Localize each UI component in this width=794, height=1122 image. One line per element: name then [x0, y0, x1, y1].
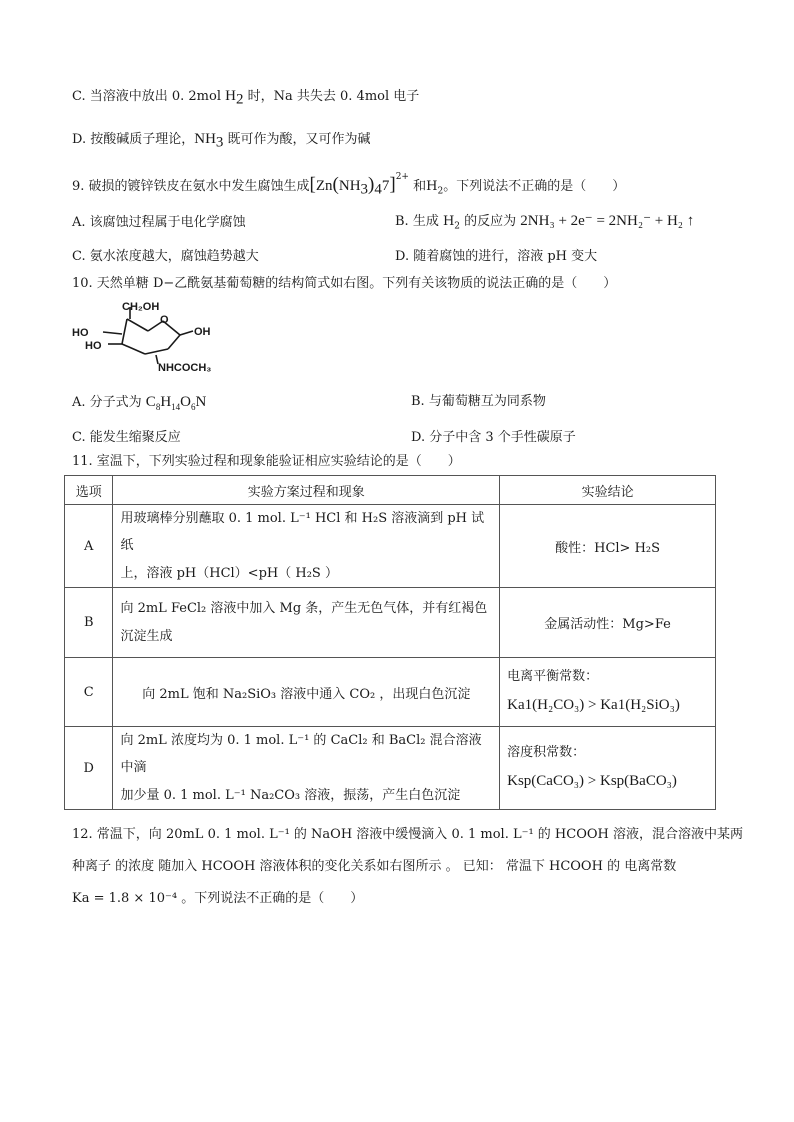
mol-ring-oxygen-label: O — [160, 314, 169, 326]
row-procedure: 向 2mL 浓度均为 0. 1 mol. L⁻¹ 的 CaCl₂ 和 BaCl₂ 混合溶液中滴 加少量 0. 1 mol. L⁻¹ Na₂CO₃ 溶液，振荡，产生白色沉淀 — [113, 727, 500, 810]
row-conclusion: 酸性：HCl> H₂S — [500, 505, 716, 588]
q11-stem: 11. 室温下，下列实验过程和现象能验证相应实验结论的是（ ） — [72, 454, 461, 469]
header-conclusion: 实验结论 — [500, 476, 716, 505]
row-procedure: 向 2mL 饱和 Na₂SiO₃ 溶液中通入 CO₂ ，出现白色沉淀 — [113, 658, 500, 727]
table-row — [65, 727, 716, 810]
row-option-label: B — [65, 588, 113, 658]
n-acetylglucosamine-structure — [70, 299, 225, 374]
row-conclusion: 金属活动性：Mg>Fe — [500, 588, 716, 658]
mol-ch2oh-label: CH₂OH — [122, 301, 160, 313]
mol-ho-top-label: HO — [72, 327, 89, 339]
q12-line-3: Ka = 1.8 × 10⁻⁴ 。下列说法不正确的是（ ） — [72, 891, 364, 906]
q10-option-b: B. 与葡萄糖互为同系物 — [411, 394, 546, 409]
row-conclusion: 溶度积常数： Ksp(CaCO₃) > Ksp(BaCO₃) — [500, 727, 716, 810]
q10-stem: 10. 天然单糖 D−乙酰氨基葡萄糖的结构简式如右图。下列有关该物质的说法正确的是（ ） — [72, 276, 617, 291]
header-option: 选项 — [65, 476, 113, 505]
q8-option-c: C. 当溶液中放出 0. 2mol $H_2$ 时，Na 共失去 0. 4mol 电子 — [72, 88, 420, 108]
mol-nhcoch3-label: NHCOCH₃ — [158, 362, 212, 374]
row-procedure: 用玻璃棒分别蘸取 0. 1 mol. L⁻¹ HCl 和 H₂S 溶液滴到 pH 试纸 上，溶液 pH（HCl）<pH（ H₂S ） — [113, 505, 500, 588]
header-procedure: 实验方案过程和现象 — [113, 476, 500, 505]
q10-option-c: C. 能发生缩聚反应 — [72, 430, 181, 445]
q8-option-d: D. 按酸碱质子理论，$NH_3$ 既可作为酸，又可作为碱 — [72, 131, 371, 151]
mol-ho-bottom-label: HO — [85, 340, 102, 352]
q12-line-1: 12. 常温下，向 20mL 0. 1 mol. L⁻¹ 的 NaOH 溶液中缓慢滴入 0. 1 mol. L⁻¹ 的 HCOOH 溶液，混合溶液中某两 — [72, 827, 743, 842]
mol-oh-label: OH — [194, 326, 211, 338]
q9-option-b: B. 生成 $H_2$ 的反应为 2NH₃ + 2e⁻ = 2NH₂⁻ + H₂ ↑ — [395, 213, 695, 232]
q9-option-d: D. 随着腐蚀的进行，溶液 pH 变大 — [395, 249, 598, 264]
table-row — [65, 588, 716, 658]
q11-experiment-table — [64, 475, 716, 810]
row-conclusion: 电离平衡常数： Ka1(H₂CO₃) > Ka1(H₂SiO₃) — [500, 658, 716, 727]
q10-option-d: D. 分子中含 3 个手性碳原子 — [411, 430, 576, 445]
q12-line-2: 种离子 的浓度 随加入 HCOOH 溶液体积的变化关系如右图所示 。 已知： 常温下 HCOOH 的 电离常数 — [72, 859, 677, 874]
table-row — [65, 658, 716, 727]
row-option-label: D — [65, 727, 113, 810]
q10-option-a: A. 分子式为 $C_8H_{14}O_6N$ — [72, 394, 207, 412]
row-option-label: C — [65, 658, 113, 727]
row-procedure: 向 2mL FeCl₂ 溶液中加入 Mg 条，产生无色气体，并有红褐色 沉淀生成 — [113, 588, 500, 658]
q9-option-a: A. 该腐蚀过程属于电化学腐蚀 — [72, 215, 246, 230]
q9-option-c: C. 氨水浓度越大，腐蚀趋势越大 — [72, 249, 259, 264]
q9-stem: 9. 破损的镀锌铁皮在氨水中发生腐蚀生成$[Zn(NH_3)_47]^{2+}$ 和$H_2$。下列说法不正确的是（ ） — [72, 171, 626, 198]
table-header-row — [65, 476, 716, 505]
row-option-label: A — [65, 505, 113, 588]
table-row — [65, 505, 716, 588]
